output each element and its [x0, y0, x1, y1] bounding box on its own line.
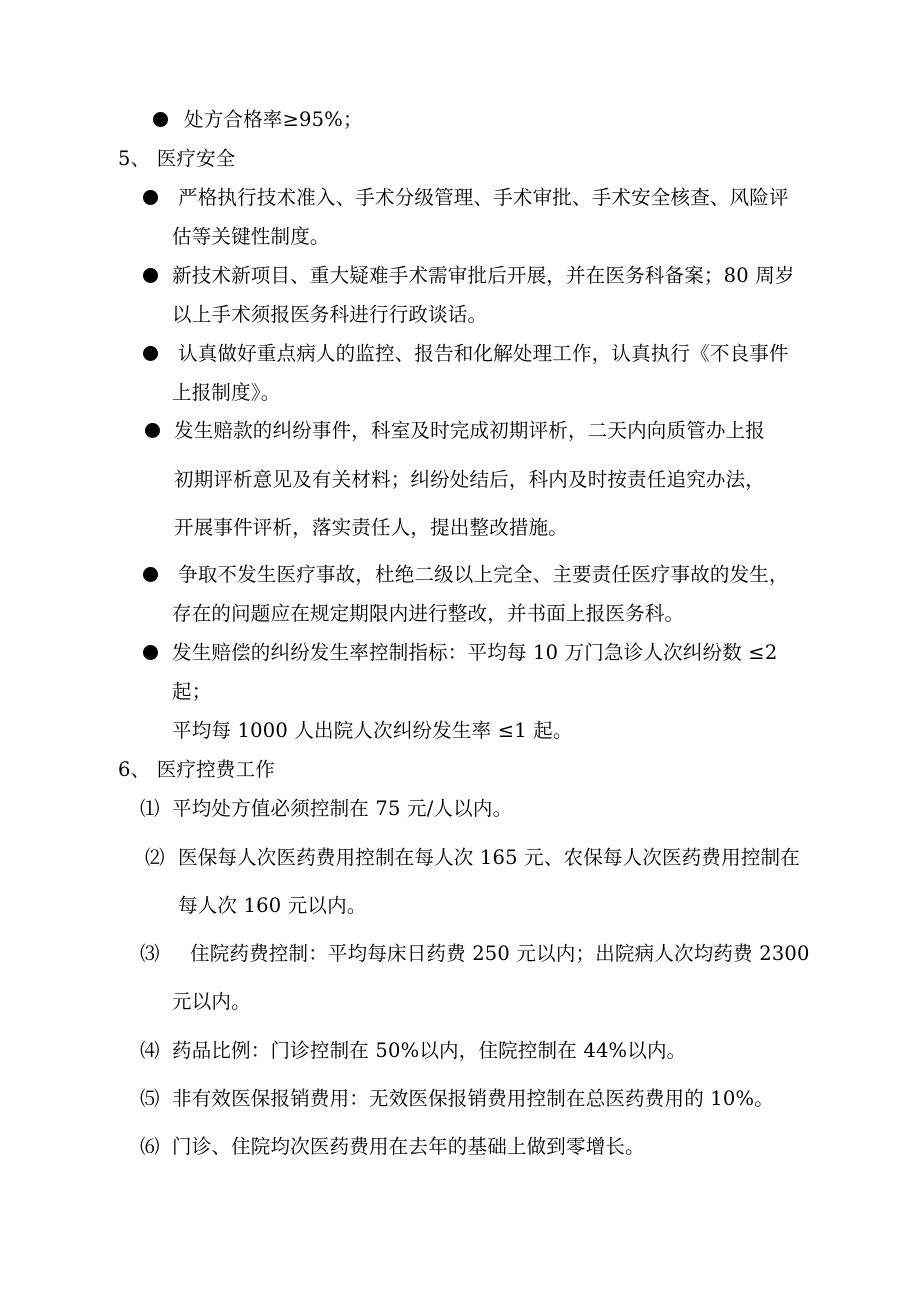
section-5-heading: 5、 医疗安全 [118, 147, 236, 170]
section-6-heading: 6、 医疗控费工作 [118, 758, 275, 781]
s6-item-6-text: 门诊、住院均次医药费用在去年的基础上做到零增长。 [172, 1135, 645, 1158]
s6-item-3-line-1: 住院药费控制：平均每床日药费 250 元以内；出院病人次均药费 2300 [190, 942, 810, 965]
bullet-icon [143, 567, 158, 582]
s6-item-5-number: ⑸ [140, 1087, 160, 1110]
bullet-icon [143, 645, 158, 660]
bullet-icon [143, 346, 158, 361]
s6-item-5-text: 非有效医保报销费用：无效医保报销费用控制在总医药费用的 10%。 [172, 1087, 774, 1110]
s6-item-4-text: 药品比例：门诊控制在 50%以内，住院控制在 44%以内。 [172, 1039, 687, 1062]
s5-bullet-6-line-2: 起； [172, 680, 212, 703]
s5-bullet-1-line-2: 估等关键性制度。 [172, 225, 330, 248]
s6-item-2-line-1: 医保每人次医药费用控制在每人次 165 元、农保每人次医药费用控制在 [178, 846, 800, 869]
s6-item-2-line-2: 每人次 160 元以内。 [178, 894, 367, 917]
s5-bullet-2-line-2: 以上手术须报医务科进行行政谈话。 [172, 303, 488, 326]
s6-item-1-text: 平均处方值必须控制在 75 元/人以内。 [172, 797, 513, 820]
bullet-icon [153, 112, 168, 127]
s5-bullet-3-line-2: 上报制度》。 [172, 381, 281, 404]
s5-bullet-2-line-1: 新技术新项目、重大疑难手术需审批后开展，并在医务科备案；80 周岁 [172, 264, 795, 287]
s6-item-3-line-2: 元以内。 [172, 990, 251, 1013]
pass-rate-line: 处方合格率≥95%； [184, 108, 363, 131]
s5-bullet-6-line-1: 发生赔偿的纠纷发生率控制指标：平均每 10 万门急诊人次纠纷数 ≤2 [172, 641, 778, 664]
s6-item-3-number: ⑶ [140, 942, 160, 965]
s5-bullet-5-line-2: 存在的问题应在规定期限内进行整改，并书面上报医务科。 [172, 602, 685, 625]
s6-item-2-number: ⑵ [145, 846, 165, 869]
s5-bullet-4-line-3: 开展事件评析，落实责任人，提出整改措施。 [174, 516, 569, 539]
s5-bullet-5-line-1: 争取不发生医疗事故，杜绝二级以上完全、主要责任医疗事故的发生， [178, 563, 789, 586]
bullet-icon [143, 190, 158, 205]
s6-item-4-number: ⑷ [140, 1039, 160, 1062]
bullet-icon [143, 268, 158, 283]
s5-bullet-1-line-1: 严格执行技术准入、手术分级管理、手术审批、手术安全核查、风险评 [178, 186, 789, 209]
s5-bullet-6-line-3: 平均每 1000 人出院人次纠纷发生率 ≤1 起。 [172, 719, 573, 742]
s5-bullet-3-line-1: 认真做好重点病人的监控、报告和化解处理工作，认真执行《不良事件 [178, 342, 789, 365]
s5-bullet-4-line-2: 初期评析意见及有关材料；纠纷处结后，科内及时按责任追究办法， [174, 468, 766, 491]
s5-bullet-4-line-1: 发生赔款的纠纷事件，科室及时完成初期评析，二天内向质管办上报 [174, 419, 766, 442]
s6-item-1-number: ⑴ [140, 797, 160, 820]
s6-item-6-number: ⑹ [140, 1135, 160, 1158]
bullet-icon [145, 423, 160, 438]
